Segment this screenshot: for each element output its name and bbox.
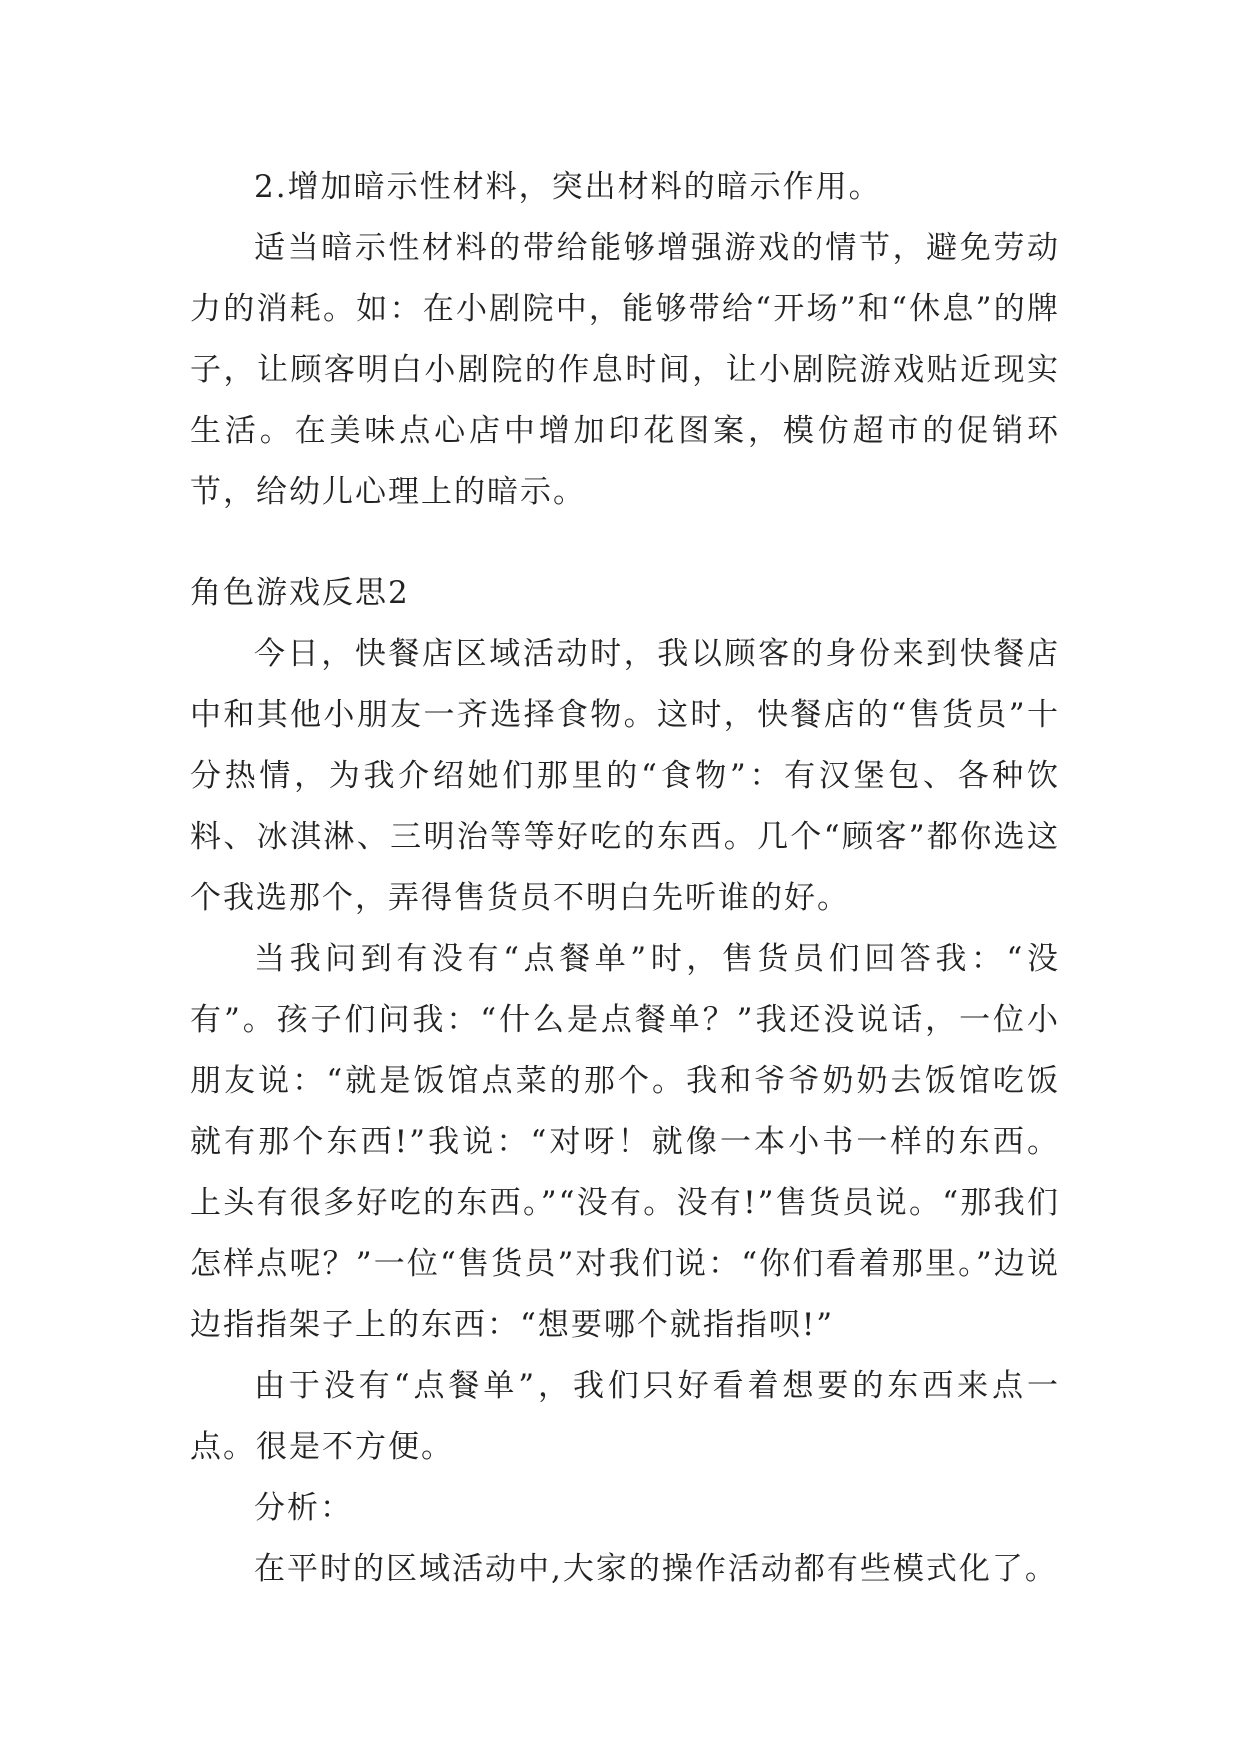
body-paragraph: 适当暗示性材料的带给能够增强游戏的情节，避免劳动力的消耗。如：在小剧院中，能够带给“开场”和“休息”的牌子，让顾客明白小剧院的作息时间，让小剧院游戏贴近现实生活。在美味点心店中增加印花图案，模仿超市的促销环节，给幼儿心理上的暗示。 <box>190 230 1060 510</box>
section-role-play-reflection <box>190 563 1060 1600</box>
analysis-label: 分析： <box>254 1490 353 1526</box>
body-paragraph: 当我问到有没有“点餐单”时，售货员们回答我：“没有”。孩子们问我：“什么是点餐单？”我还没说话，一位小朋友说：“就是饭馆点菜的那个。我和爷爷奶奶去饭馆吃饭就有那个东西!”我说：“对呀！就像一本小书一样的东西。上头有很多好吃的东西。”“没有。没有!”售货员说。“那我们怎样点呢？”一位“售货员”对我们说：“你们看着那里。”边说边指指架子上的东西：“想要哪个就指指呗!” <box>190 941 1060 1343</box>
section-title: 角色游戏反思2 <box>190 575 410 611</box>
section-material-hints <box>190 157 1060 523</box>
body-paragraph: 由于没有“点餐单”，我们只好看着想要的东西来点一点。很是不方便。 <box>190 1368 1060 1465</box>
section-heading: 2.增加暗示性材料，突出材料的暗示作用。 <box>254 169 882 205</box>
body-paragraph: 在平时的区域活动中,大家的操作活动都有些模式化了。 <box>254 1551 1058 1587</box>
body-paragraph: 今日，快餐店区域活动时，我以顾客的身份来到快餐店中和其他小朋友一齐选择食物。这时，快餐店的“售货员”十分热情，为我介绍她们那里的“食物”：有汉堡包、各种饮料、冰淇淋、三明治等等好吃的东西。几个“顾客”都你选这个我选那个，弄得售货员不明白先听谁的好。 <box>190 636 1060 916</box>
